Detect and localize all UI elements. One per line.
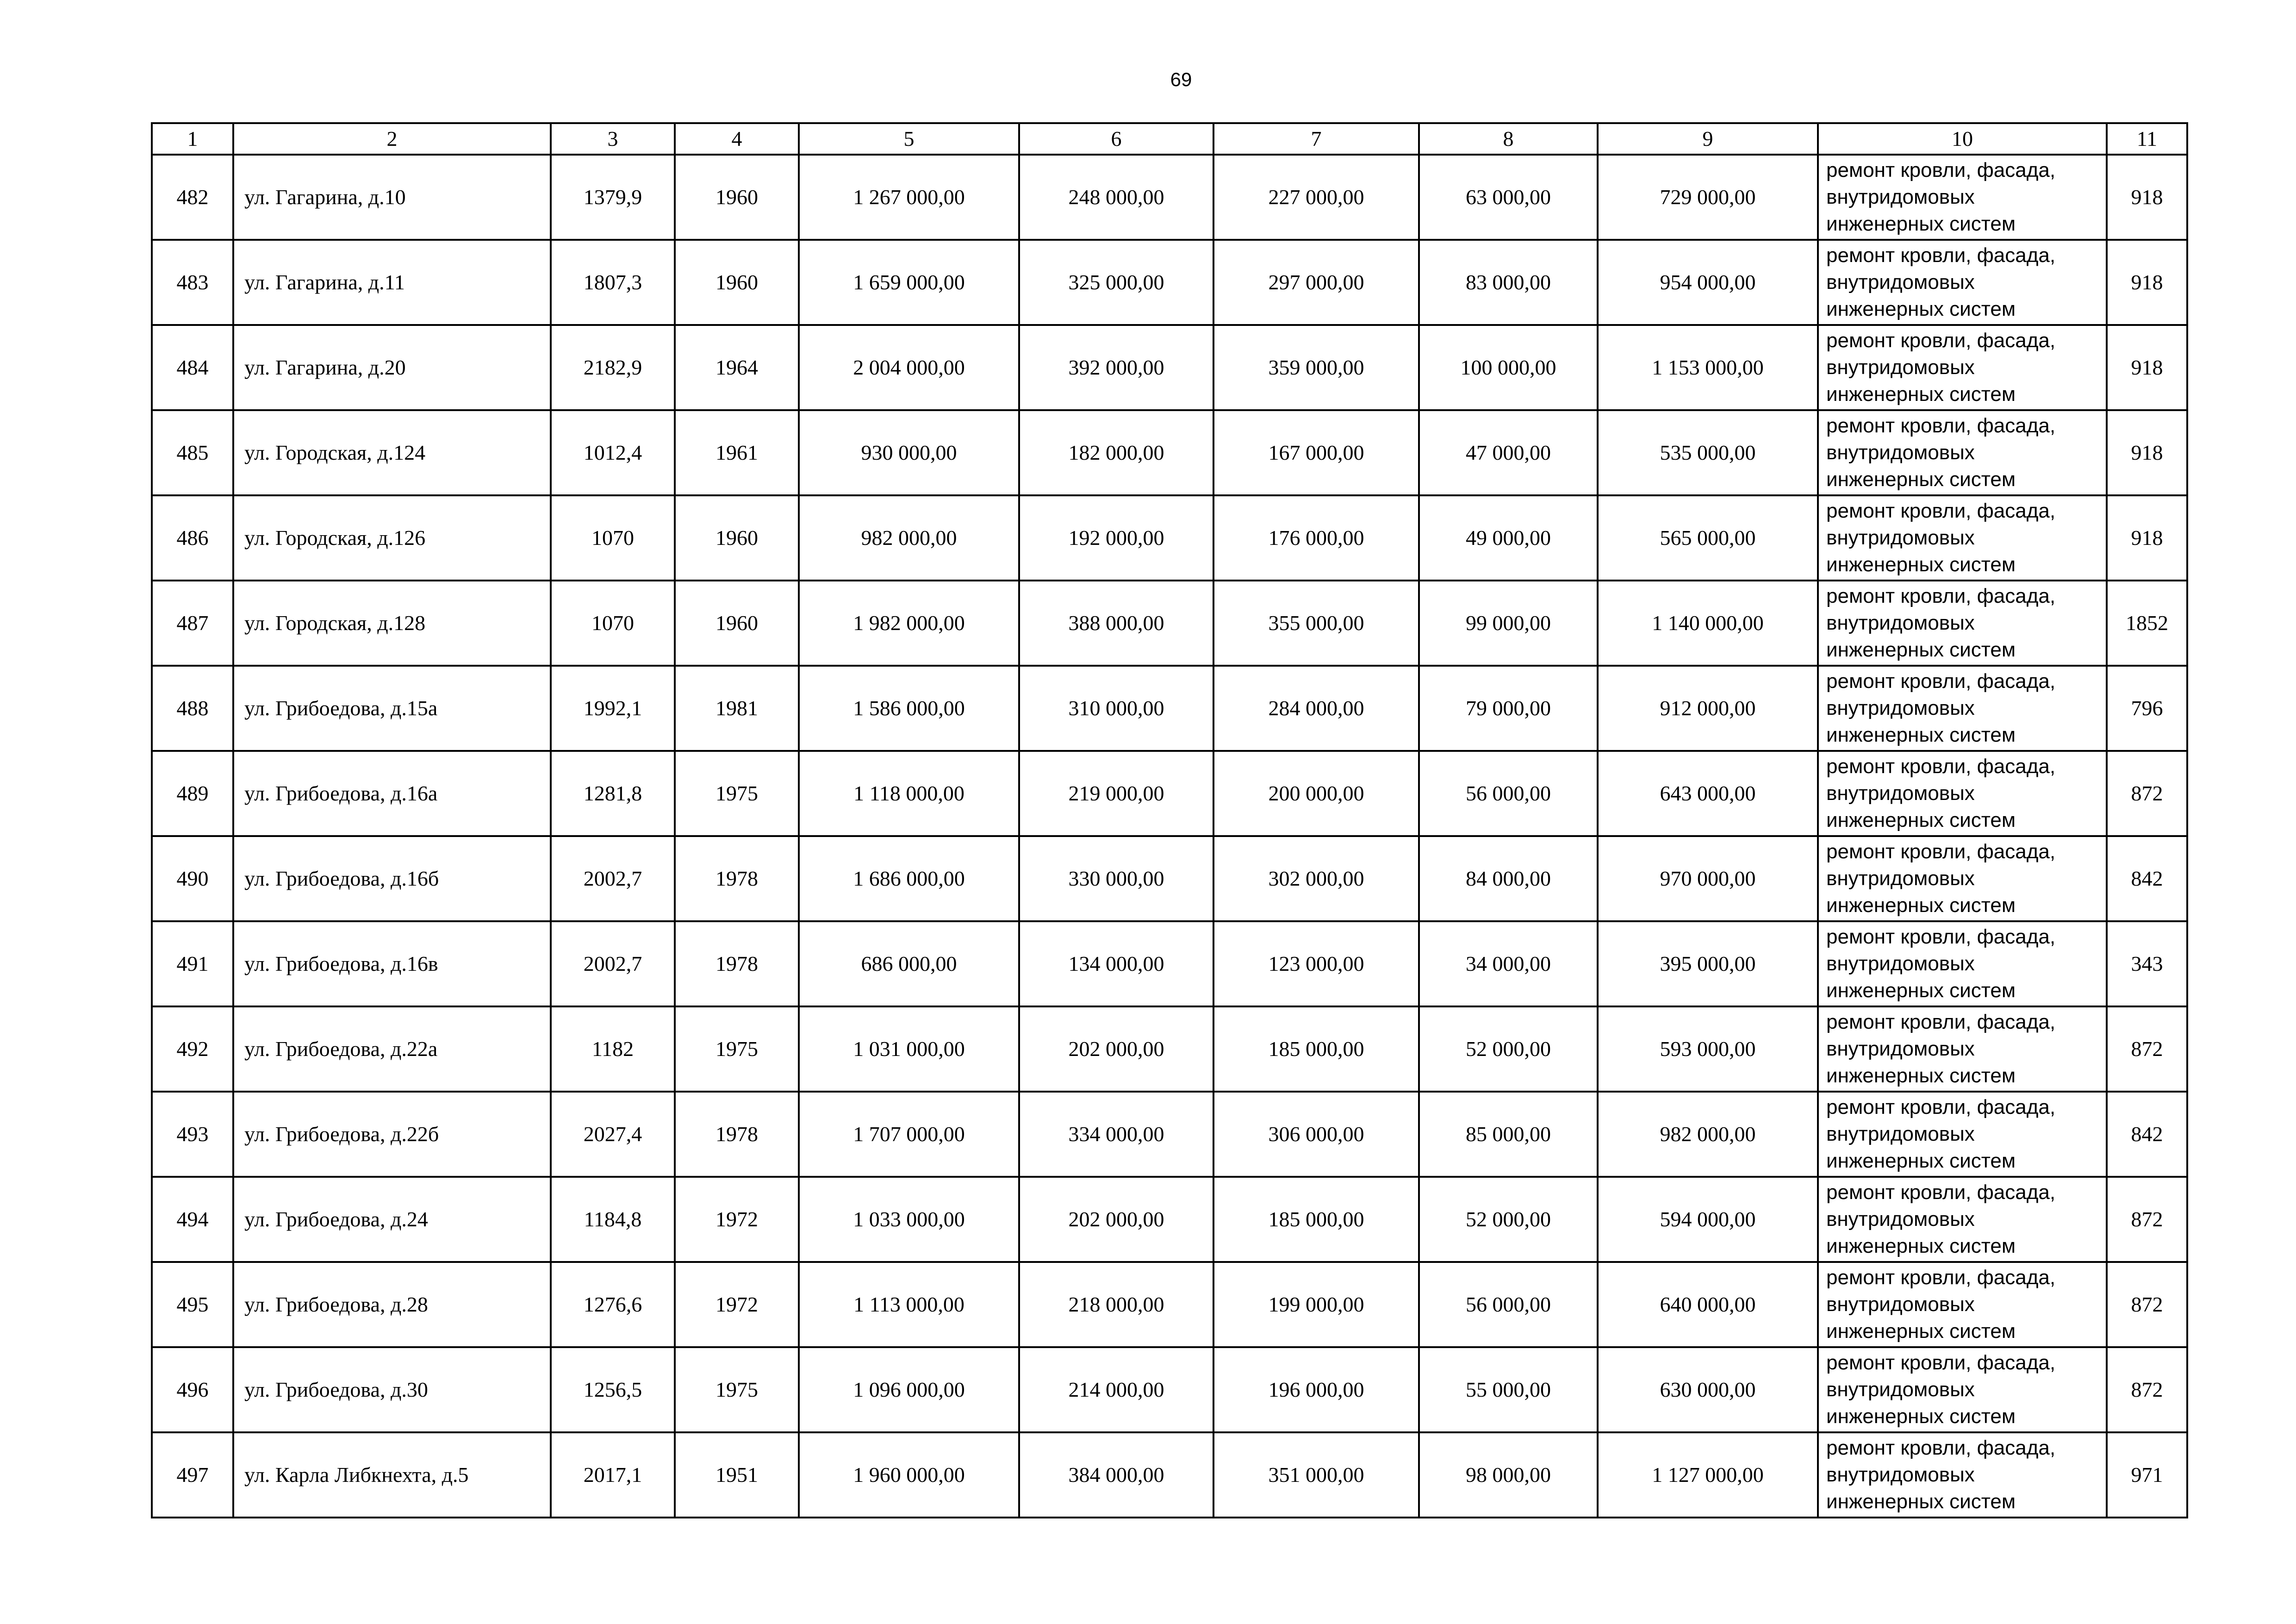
cost-cell-col9: 395 000,00 (1598, 921, 1818, 1006)
total-cost-cell: 1 118 000,00 (799, 751, 1019, 836)
col11-value-cell: 343 (2107, 921, 2187, 1006)
total-cost-cell: 1 113 000,00 (799, 1262, 1019, 1347)
work-type-cell (1818, 155, 2107, 240)
cost-cell-col7: 200 000,00 (1213, 751, 1419, 836)
year-cell: 1960 (675, 240, 799, 325)
work-type-line: инженерных систем (1826, 1149, 2016, 1172)
cost-cell-col9: 1 153 000,00 (1598, 325, 1818, 410)
table-row (152, 921, 2187, 1006)
row-number-cell: 484 (152, 325, 233, 410)
column-header: 10 (1818, 123, 2107, 155)
work-type-cell (1818, 581, 2107, 666)
address-cell: ул. Городская, д.124 (233, 410, 551, 495)
cost-cell-col9: 535 000,00 (1598, 410, 1818, 495)
work-type-line: ремонт кровли, фасада, (1826, 159, 2056, 181)
table-row (152, 666, 2187, 751)
address-cell: ул. Грибоедова, д.28 (233, 1262, 551, 1347)
cost-cell-col8: 56 000,00 (1419, 1262, 1598, 1347)
work-type-line: внутридомовых (1826, 867, 1975, 890)
cost-cell-col9: 1 140 000,00 (1598, 581, 1818, 666)
address-cell: ул. Гагарина, д.11 (233, 240, 551, 325)
cost-cell-col7: 123 000,00 (1213, 921, 1419, 1006)
work-type-line: инженерных систем (1826, 1405, 2016, 1428)
year-cell: 1951 (675, 1432, 799, 1518)
year-cell: 1975 (675, 1347, 799, 1432)
work-type-line: ремонт кровли, фасада, (1826, 1266, 2056, 1289)
table-body (152, 123, 2187, 1518)
cost-cell-col6: 202 000,00 (1019, 1006, 1213, 1092)
work-type-line: внутридомовых (1826, 952, 1975, 975)
total-cost-cell: 1 267 000,00 (799, 155, 1019, 240)
total-cost-cell: 1 707 000,00 (799, 1092, 1019, 1177)
area-cell: 1276,6 (551, 1262, 675, 1347)
row-number-cell: 483 (152, 240, 233, 325)
work-type-line: ремонт кровли, фасада, (1826, 414, 2056, 437)
address-cell: ул. Гагарина, д.10 (233, 155, 551, 240)
address-cell: ул. Грибоедова, д.22а (233, 1006, 551, 1092)
area-cell: 2002,7 (551, 836, 675, 921)
col11-value-cell: 842 (2107, 1092, 2187, 1177)
cost-cell-col6: 202 000,00 (1019, 1177, 1213, 1262)
table-row (152, 410, 2187, 495)
work-type-line: ремонт кровли, фасада, (1826, 1011, 2056, 1033)
row-number-cell: 495 (152, 1262, 233, 1347)
year-cell: 1978 (675, 836, 799, 921)
cost-cell-col6: 325 000,00 (1019, 240, 1213, 325)
area-cell: 1070 (551, 495, 675, 581)
work-type-line: внутридомовых (1826, 782, 1975, 805)
cost-cell-col8: 99 000,00 (1419, 581, 1598, 666)
repair-program-table (151, 122, 2188, 1518)
row-number-cell: 490 (152, 836, 233, 921)
cost-cell-col7: 284 000,00 (1213, 666, 1419, 751)
row-number-cell: 488 (152, 666, 233, 751)
work-type-line: ремонт кровли, фасада, (1826, 755, 2056, 778)
work-type-line: внутридомовых (1826, 1463, 1975, 1486)
year-cell: 1978 (675, 1092, 799, 1177)
total-cost-cell: 1 982 000,00 (799, 581, 1019, 666)
cost-cell-col9: 640 000,00 (1598, 1262, 1818, 1347)
cost-cell-col8: 52 000,00 (1419, 1006, 1598, 1092)
cost-cell-col9: 982 000,00 (1598, 1092, 1818, 1177)
row-number-cell: 497 (152, 1432, 233, 1518)
work-type-line: инженерных систем (1826, 1490, 2016, 1513)
area-cell: 1281,8 (551, 751, 675, 836)
area-cell: 1012,4 (551, 410, 675, 495)
col11-value-cell: 872 (2107, 1177, 2187, 1262)
cost-cell-col8: 98 000,00 (1419, 1432, 1598, 1518)
work-type-line: ремонт кровли, фасада, (1826, 1096, 2056, 1118)
col11-value-cell: 872 (2107, 751, 2187, 836)
cost-cell-col7: 297 000,00 (1213, 240, 1419, 325)
work-type-cell (1818, 1347, 2107, 1432)
total-cost-cell: 2 004 000,00 (799, 325, 1019, 410)
total-cost-cell: 1 586 000,00 (799, 666, 1019, 751)
col11-value-cell: 971 (2107, 1432, 2187, 1518)
table-row (152, 155, 2187, 240)
work-type-cell (1818, 1006, 2107, 1092)
cost-cell-col8: 83 000,00 (1419, 240, 1598, 325)
col11-value-cell: 872 (2107, 1006, 2187, 1092)
row-number-cell: 486 (152, 495, 233, 581)
cost-cell-col7: 227 000,00 (1213, 155, 1419, 240)
cost-cell-col7: 351 000,00 (1213, 1432, 1419, 1518)
row-number-cell: 493 (152, 1092, 233, 1177)
work-type-line: ремонт кровли, фасада, (1826, 585, 2056, 607)
cost-cell-col9: 912 000,00 (1598, 666, 1818, 751)
work-type-line: инженерных систем (1826, 724, 2016, 746)
cost-cell-col9: 593 000,00 (1598, 1006, 1818, 1092)
cost-cell-col8: 84 000,00 (1419, 836, 1598, 921)
work-type-line: инженерных систем (1826, 298, 2016, 320)
column-header: 9 (1598, 123, 1818, 155)
year-cell: 1964 (675, 325, 799, 410)
work-type-line: ремонт кровли, фасада, (1826, 840, 2056, 863)
row-number-cell: 496 (152, 1347, 233, 1432)
address-cell: ул. Грибоедова, д.16а (233, 751, 551, 836)
cost-cell-col8: 79 000,00 (1419, 666, 1598, 751)
cost-cell-col7: 185 000,00 (1213, 1006, 1419, 1092)
address-cell: ул. Городская, д.126 (233, 495, 551, 581)
work-type-line: внутридомовых (1826, 526, 1975, 549)
address-cell: ул. Грибоедова, д.16в (233, 921, 551, 1006)
col11-value-cell: 1852 (2107, 581, 2187, 666)
work-type-line: ремонт кровли, фасада, (1826, 244, 2056, 267)
year-cell: 1960 (675, 155, 799, 240)
total-cost-cell: 1 096 000,00 (799, 1347, 1019, 1432)
column-header: 4 (675, 123, 799, 155)
year-cell: 1975 (675, 1006, 799, 1092)
col11-value-cell: 918 (2107, 325, 2187, 410)
cost-cell-col9: 594 000,00 (1598, 1177, 1818, 1262)
row-number-cell: 491 (152, 921, 233, 1006)
cost-cell-col6: 248 000,00 (1019, 155, 1213, 240)
row-number-cell: 494 (152, 1177, 233, 1262)
cost-cell-col6: 310 000,00 (1019, 666, 1213, 751)
work-type-line: инженерных систем (1826, 468, 2016, 491)
column-header: 8 (1419, 123, 1598, 155)
row-number-cell: 492 (152, 1006, 233, 1092)
cost-cell-col6: 334 000,00 (1019, 1092, 1213, 1177)
area-cell: 2002,7 (551, 921, 675, 1006)
area-cell: 1379,9 (551, 155, 675, 240)
work-type-line: внутридомовых (1826, 1037, 1975, 1060)
col11-value-cell: 918 (2107, 155, 2187, 240)
work-type-cell (1818, 836, 2107, 921)
cost-cell-col7: 359 000,00 (1213, 325, 1419, 410)
year-cell: 1960 (675, 581, 799, 666)
work-type-cell (1818, 410, 2107, 495)
work-type-line: внутридомовых (1826, 271, 1975, 294)
work-type-line: внутридомовых (1826, 186, 1975, 208)
cost-cell-col7: 176 000,00 (1213, 495, 1419, 581)
work-type-cell (1818, 495, 2107, 581)
column-header: 1 (152, 123, 233, 155)
cost-cell-col9: 729 000,00 (1598, 155, 1818, 240)
address-cell: ул. Грибоедова, д.22б (233, 1092, 551, 1177)
cost-cell-col7: 306 000,00 (1213, 1092, 1419, 1177)
cost-cell-col9: 1 127 000,00 (1598, 1432, 1818, 1518)
cost-cell-col8: 56 000,00 (1419, 751, 1598, 836)
cost-cell-col6: 219 000,00 (1019, 751, 1213, 836)
area-cell: 1182 (551, 1006, 675, 1092)
table-row (152, 1432, 2187, 1518)
area-cell: 2182,9 (551, 325, 675, 410)
total-cost-cell: 1 033 000,00 (799, 1177, 1019, 1262)
work-type-line: внутридомовых (1826, 441, 1975, 464)
work-type-cell (1818, 1262, 2107, 1347)
work-type-cell (1818, 1092, 2107, 1177)
row-number-cell: 485 (152, 410, 233, 495)
work-type-line: внутридомовых (1826, 612, 1975, 634)
row-number-cell: 482 (152, 155, 233, 240)
column-number-header-row (152, 123, 2187, 155)
address-cell: ул. Гагарина, д.20 (233, 325, 551, 410)
address-cell: ул. Грибоедова, д.30 (233, 1347, 551, 1432)
cost-cell-col6: 330 000,00 (1019, 836, 1213, 921)
table-row (152, 581, 2187, 666)
col11-value-cell: 842 (2107, 836, 2187, 921)
row-number-cell: 487 (152, 581, 233, 666)
table-row (152, 1347, 2187, 1432)
total-cost-cell: 1 659 000,00 (799, 240, 1019, 325)
work-type-line: инженерных систем (1826, 1235, 2016, 1257)
table-row (152, 1092, 2187, 1177)
cost-cell-col7: 199 000,00 (1213, 1262, 1419, 1347)
column-header: 5 (799, 123, 1019, 155)
cost-cell-col9: 970 000,00 (1598, 836, 1818, 921)
work-type-cell (1818, 751, 2107, 836)
cost-cell-col7: 302 000,00 (1213, 836, 1419, 921)
table-row (152, 1177, 2187, 1262)
year-cell: 1981 (675, 666, 799, 751)
area-cell: 1992,1 (551, 666, 675, 751)
cost-cell-col9: 565 000,00 (1598, 495, 1818, 581)
year-cell: 1960 (675, 495, 799, 581)
work-type-cell (1818, 666, 2107, 751)
cost-cell-col9: 954 000,00 (1598, 240, 1818, 325)
cost-cell-col6: 384 000,00 (1019, 1432, 1213, 1518)
year-cell: 1972 (675, 1262, 799, 1347)
col11-value-cell: 918 (2107, 495, 2187, 581)
address-cell: ул. Грибоедова, д.15а (233, 666, 551, 751)
work-type-line: ремонт кровли, фасада, (1826, 670, 2056, 693)
work-type-line: инженерных систем (1826, 553, 2016, 576)
total-cost-cell: 930 000,00 (799, 410, 1019, 495)
work-type-line: внутридомовых (1826, 697, 1975, 719)
cost-cell-col6: 392 000,00 (1019, 325, 1213, 410)
work-type-line: инженерных систем (1826, 383, 2016, 406)
work-type-cell (1818, 325, 2107, 410)
area-cell: 1256,5 (551, 1347, 675, 1432)
area-cell: 2027,4 (551, 1092, 675, 1177)
cost-cell-col6: 388 000,00 (1019, 581, 1213, 666)
area-cell: 2017,1 (551, 1432, 675, 1518)
work-type-line: инженерных систем (1826, 1064, 2016, 1087)
work-type-cell (1818, 240, 2107, 325)
cost-cell-col6: 182 000,00 (1019, 410, 1213, 495)
column-header: 7 (1213, 123, 1419, 155)
address-cell: ул. Грибоедова, д.24 (233, 1177, 551, 1262)
cost-cell-col6: 214 000,00 (1019, 1347, 1213, 1432)
total-cost-cell: 1 686 000,00 (799, 836, 1019, 921)
year-cell: 1972 (675, 1177, 799, 1262)
work-type-line: инженерных систем (1826, 979, 2016, 1002)
cost-cell-col6: 218 000,00 (1019, 1262, 1213, 1347)
work-type-line: внутридомовых (1826, 1378, 1975, 1401)
cost-cell-col7: 185 000,00 (1213, 1177, 1419, 1262)
address-cell: ул. Грибоедова, д.16б (233, 836, 551, 921)
year-cell: 1961 (675, 410, 799, 495)
col11-value-cell: 796 (2107, 666, 2187, 751)
table-row (152, 1262, 2187, 1347)
work-type-cell (1818, 1177, 2107, 1262)
row-number-cell: 489 (152, 751, 233, 836)
work-type-line: ремонт кровли, фасада, (1826, 925, 2056, 948)
work-type-line: инженерных систем (1826, 212, 2016, 235)
work-type-line: ремонт кровли, фасада, (1826, 1181, 2056, 1204)
cost-cell-col6: 192 000,00 (1019, 495, 1213, 581)
table-row (152, 240, 2187, 325)
area-cell: 1070 (551, 581, 675, 666)
area-cell: 1807,3 (551, 240, 675, 325)
page-number: 69 (1170, 69, 1192, 90)
column-header: 2 (233, 123, 551, 155)
cost-cell-col8: 52 000,00 (1419, 1177, 1598, 1262)
column-header: 11 (2107, 123, 2187, 155)
cost-cell-col7: 167 000,00 (1213, 410, 1419, 495)
work-type-cell (1818, 921, 2107, 1006)
table-row (152, 751, 2187, 836)
total-cost-cell: 1 960 000,00 (799, 1432, 1019, 1518)
cost-cell-col8: 100 000,00 (1419, 325, 1598, 410)
work-type-line: инженерных систем (1826, 638, 2016, 661)
year-cell: 1975 (675, 751, 799, 836)
work-type-line: внутридомовых (1826, 1208, 1975, 1230)
total-cost-cell: 686 000,00 (799, 921, 1019, 1006)
table-row (152, 495, 2187, 581)
cost-cell-col8: 85 000,00 (1419, 1092, 1598, 1177)
col11-value-cell: 918 (2107, 240, 2187, 325)
total-cost-cell: 982 000,00 (799, 495, 1019, 581)
cost-cell-col7: 355 000,00 (1213, 581, 1419, 666)
address-cell: ул. Городская, д.128 (233, 581, 551, 666)
work-type-line: ремонт кровли, фасада, (1826, 1437, 2056, 1459)
work-type-line: внутридомовых (1826, 1123, 1975, 1145)
work-type-line: ремонт кровли, фасада, (1826, 500, 2056, 522)
work-type-line: ремонт кровли, фасада, (1826, 1351, 2056, 1374)
work-type-line: инженерных систем (1826, 1320, 2016, 1343)
table-row (152, 1006, 2187, 1092)
year-cell: 1978 (675, 921, 799, 1006)
cost-cell-col7: 196 000,00 (1213, 1347, 1419, 1432)
cost-cell-col6: 134 000,00 (1019, 921, 1213, 1006)
work-type-line: инженерных систем (1826, 809, 2016, 831)
col11-value-cell: 872 (2107, 1347, 2187, 1432)
cost-cell-col9: 643 000,00 (1598, 751, 1818, 836)
cost-cell-col8: 49 000,00 (1419, 495, 1598, 581)
total-cost-cell: 1 031 000,00 (799, 1006, 1019, 1092)
cost-cell-col8: 63 000,00 (1419, 155, 1598, 240)
cost-cell-col8: 34 000,00 (1419, 921, 1598, 1006)
column-header: 3 (551, 123, 675, 155)
work-type-line: внутридомовых (1826, 356, 1975, 379)
cost-cell-col8: 47 000,00 (1419, 410, 1598, 495)
col11-value-cell: 918 (2107, 410, 2187, 495)
table-row (152, 325, 2187, 410)
cost-cell-col8: 55 000,00 (1419, 1347, 1598, 1432)
col11-value-cell: 872 (2107, 1262, 2187, 1347)
work-type-line: ремонт кровли, фасада, (1826, 329, 2056, 352)
work-type-line: внутридомовых (1826, 1293, 1975, 1316)
table-row (152, 836, 2187, 921)
cost-cell-col9: 630 000,00 (1598, 1347, 1818, 1432)
work-type-line: инженерных систем (1826, 894, 2016, 917)
column-header: 6 (1019, 123, 1213, 155)
work-type-cell (1818, 1432, 2107, 1518)
area-cell: 1184,8 (551, 1177, 675, 1262)
address-cell: ул. Карла Либкнехта, д.5 (233, 1432, 551, 1518)
